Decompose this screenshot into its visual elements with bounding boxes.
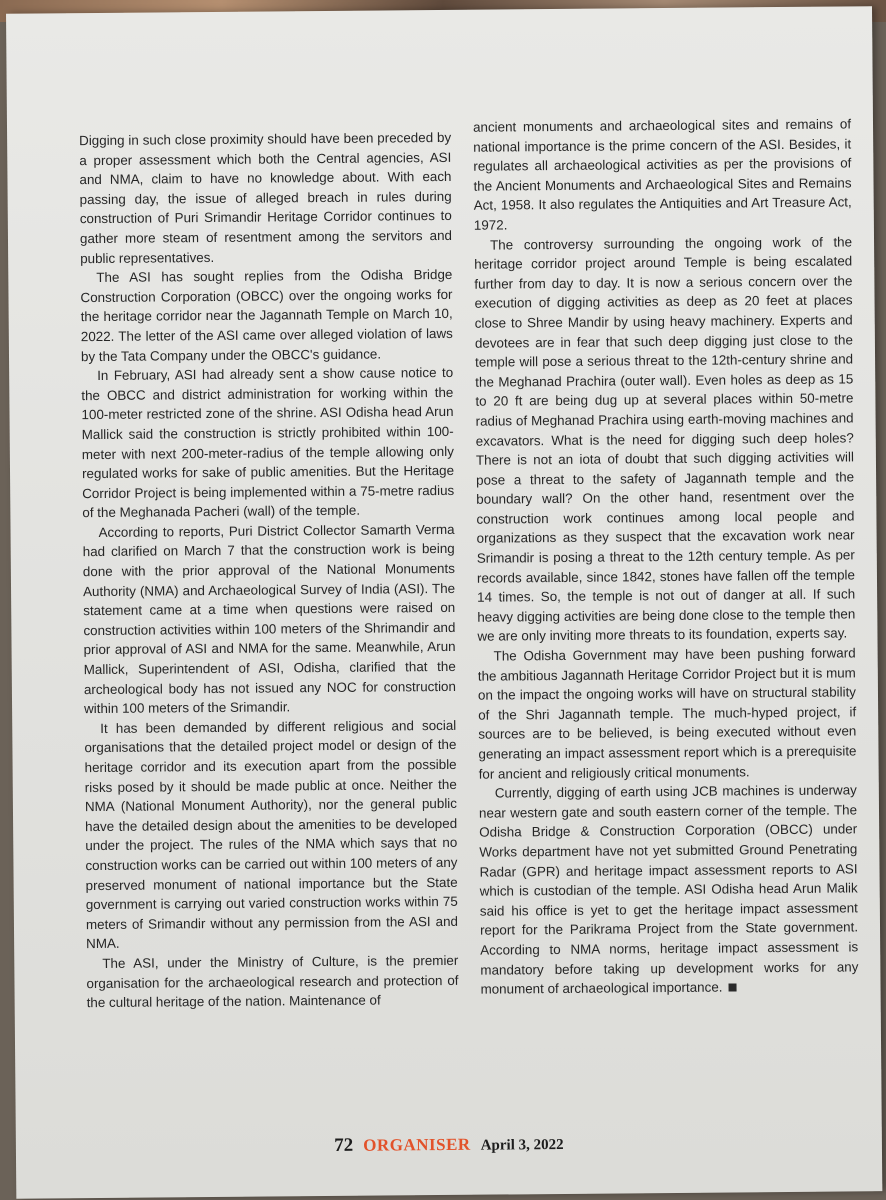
paragraph: According to reports, Puri District Collector Samarth Verma had clarified on March 7 that the construction work is being done with the prior approval of the National Monuments Authority (NMA) and Archaeological Survey of India (ASI). The statement came at a time when questions were raised on construction activities within 100 meters of the Shrimandir and prior approval of ASI and NMA for the same. Meanwhile, Arun Mallick, Superintendent of ASI, Odisha, clarified that the archeological body has not issued any NOC for construction within 100 meters of the Srimandir. [82, 521, 456, 717]
left-column [79, 128, 459, 1013]
issue-date: April 3, 2022 [480, 1136, 564, 1154]
paragraph: In February, ASI had already sent a show cause notice to the OBCC and district administration for working within the 100-meter restricted zone of the shrine. ASI Odisha head Arun Mallick said the construction is strictly prohibited within 100-meter with next 200-meter-radius of the temple allowing only regulated works for sake of public amenities. But the Heritage Corridor Project is being implemented within a 75-metre radius of the Meghanada Pacheri (wall) of the temple. [81, 365, 455, 521]
page-number: 72 [334, 1134, 354, 1156]
paragraph: The Odisha Government may have been pushing forward the ambitious Jagannath Heritage Corridor Project but it is mum on the impact the ongoing works will have on structural stability of the Shri Jagannath temple. The much-hyped project, if sources are to be believed, is being executed without even generating an impact assessment report which is a prerequisite for ancient and religiously critical monuments. [477, 645, 857, 782]
paragraph-last [479, 781, 859, 1000]
page-footer [16, 1130, 882, 1160]
right-column [473, 114, 859, 999]
paragraph: It has been demanded by different religious and social organisations that the detailed project model or design of the heritage corridor and its execution apart from the possible risks posed by it should be made public at once. Neither the NMA (National Monument Authority), nor the general public have the detailed design about the amenities to be developed under the project. The rules of the NMA which says that no construction works can be carried out within 100 meters of any preserved monument of national importance but the State government is carrying out varied construction works within 75 meters of Srimandir without any permission from the ASI and NMA. [84, 717, 459, 952]
paragraph: The ASI, under the Ministry of Culture, is the premier organisation for the archaeological research and protection of the cultural heritage of the nation. Maintenance of [86, 952, 459, 1011]
magazine-name: ORGANISER [363, 1134, 471, 1155]
paragraph: Digging in such close proximity should have been preceded by a proper assessment which both the Central agencies, ASI and NMA, claim to have no knowledge about. With each passing day, the issue of alleged breach in rules during construction of Puri Srimandir Heritage Corridor continues to gather more steam of resentment among the servitors and public representatives. [79, 129, 453, 266]
paragraph: The controversy surrounding the ongoing work of the heritage corridor project around Temple is being escalated further from day to day. It is now a serious concern over the execution of digging activities as deep as 20 feet at places close to Shree Mandir by using heavy machinery. Experts and devotees are in fear that such deep digging just close to the temple will pose a serious threat to the 12th-century shrine and the Meghanad Prachira (outer wall). Even holes as deep as 15 to 20 ft are being dug up at several places within 50-metre radius of Meghanad Prachira using earth-moving machines and excavators. What is the need for digging such deep holes? There is not an iota of doubt that such digging activities will pose a threat to the safety of Jagannath temple and the boundary wall? On the other hand, resentment over the construction work continues among local people and organizations as they suspect that the excavation work near Srimandir is posing a threat to the 12th century temple. As per records available, since 1842, stones have fallen off the temple 14 times. So, the temple is not out of danger at all. If such heavy digging activities are being done close to the temple then we are only inviting more threats to its foundation, experts say. [474, 233, 856, 645]
paragraph: ancient monuments and archaeological sites and remains of national importance is the prime concern of the ASI. Besides, it regulates all archaeological activities as per the provisions of the Ancient Monuments and Archaeological Sites and Remains Act, 1958. It also regulates the Antiquities and Art Treasure Act, 1972. [472, 116, 852, 233]
paragraph: The ASI has sought replies from the Odisha Bridge Construction Corporation (OBCC) over the ongoing works for the heritage corridor near the Jagannath Temple on March 10, 2022. The letter of the ASI came over alleged violation of laws by the Tata Company under the OBCC's guidance. [80, 267, 453, 364]
end-of-article-mark [728, 984, 736, 992]
paragraph-text: Currently, digging of earth using JCB machines is underway near western gate and south eastern corner of the temple. The Odisha Bridge & Construction Corporation (OBCC) under Works department have not yet submitted Ground Penetrating Radar (GPR) and heritage impact assessment reports to ASI which is custodian of the temple. ASI Odisha head Arun Malik said his office is yet to get the heritage impact assessment report for the Parikrama Project from the State government. According to NMA norms, heritage impact assessment is mandatory before taking up development works for any monument of archaeological importance. [478, 782, 859, 997]
magazine-page [6, 6, 882, 1199]
